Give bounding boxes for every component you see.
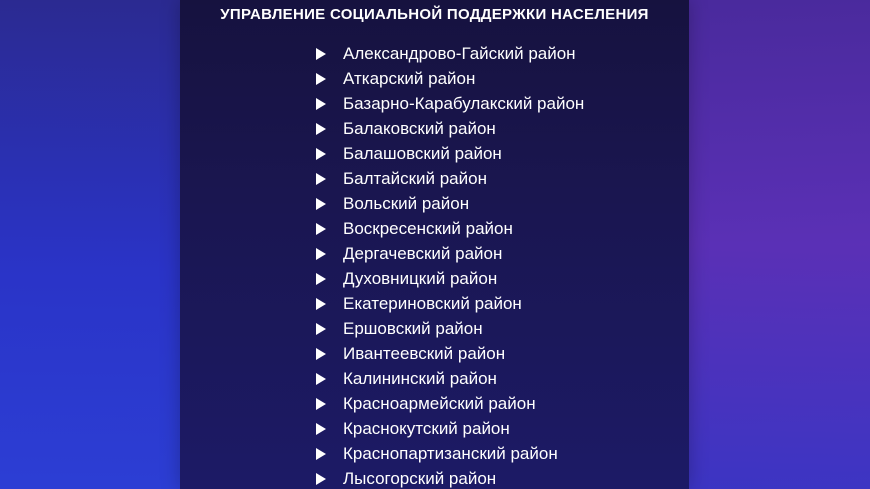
list-item-label: Балаковский район <box>343 118 496 138</box>
triangle-bullet-icon <box>316 448 326 460</box>
list-item <box>316 216 584 241</box>
page-title: УПРАВЛЕНИЕ СОЦИАЛЬНОЙ ПОДДЕРЖКИ НАСЕЛЕНИЯ <box>220 6 649 23</box>
list-item <box>316 416 584 441</box>
triangle-bullet-icon <box>316 198 326 210</box>
list-item <box>316 66 584 91</box>
triangle-bullet-icon <box>316 273 326 285</box>
district-list <box>316 41 584 489</box>
list-item-label: Дергачевский район <box>343 243 503 263</box>
list-item-label: Красноармейский район <box>343 393 536 413</box>
list-item-label: Воскресенский район <box>343 218 513 238</box>
triangle-bullet-icon <box>316 173 326 185</box>
list-item-label: Краснокутский район <box>343 418 510 438</box>
list-item-label: Балашовский район <box>343 143 502 163</box>
list-item <box>316 391 584 416</box>
background-left <box>0 0 180 489</box>
triangle-bullet-icon <box>316 73 326 85</box>
list-item <box>316 191 584 216</box>
list-item-label: Балтайский район <box>343 168 487 188</box>
triangle-bullet-icon <box>316 323 326 335</box>
list-item-label: Аткарский район <box>343 68 476 88</box>
list-item <box>316 41 584 66</box>
triangle-bullet-icon <box>316 348 326 360</box>
triangle-bullet-icon <box>316 398 326 410</box>
list-item-label: Ершовский район <box>343 318 483 338</box>
list-item-label: Екатериновский район <box>343 293 522 313</box>
triangle-bullet-icon <box>316 48 326 60</box>
list-item <box>316 316 584 341</box>
list-item <box>316 116 584 141</box>
list-item <box>316 141 584 166</box>
list-item-label: Краснопартизанский район <box>343 443 558 463</box>
triangle-bullet-icon <box>316 473 326 485</box>
list-item-label: Ивантеевский район <box>343 343 506 363</box>
list-item <box>316 241 584 266</box>
list-item <box>316 291 584 316</box>
list-item <box>316 466 584 489</box>
list-item-label: Калининский район <box>343 368 497 388</box>
triangle-bullet-icon <box>316 373 326 385</box>
list-item <box>316 341 584 366</box>
list-item <box>316 166 584 191</box>
list-item-label: Лысогорский район <box>343 468 497 488</box>
triangle-bullet-icon <box>316 248 326 260</box>
content-panel <box>180 0 689 489</box>
list-item-label: Вольский район <box>343 193 470 213</box>
list-item-label: Духовницкий район <box>343 268 498 288</box>
list-item <box>316 91 584 116</box>
triangle-bullet-icon <box>316 148 326 160</box>
background-right <box>689 0 870 489</box>
list-item-label: Александрово-Гайский район <box>343 43 576 63</box>
list-item <box>316 366 584 391</box>
list-item-label: Базарно-Карабулакский район <box>343 93 585 113</box>
triangle-bullet-icon <box>316 298 326 310</box>
triangle-bullet-icon <box>316 98 326 110</box>
list-item <box>316 441 584 466</box>
triangle-bullet-icon <box>316 123 326 135</box>
triangle-bullet-icon <box>316 223 326 235</box>
triangle-bullet-icon <box>316 423 326 435</box>
list-item <box>316 266 584 291</box>
